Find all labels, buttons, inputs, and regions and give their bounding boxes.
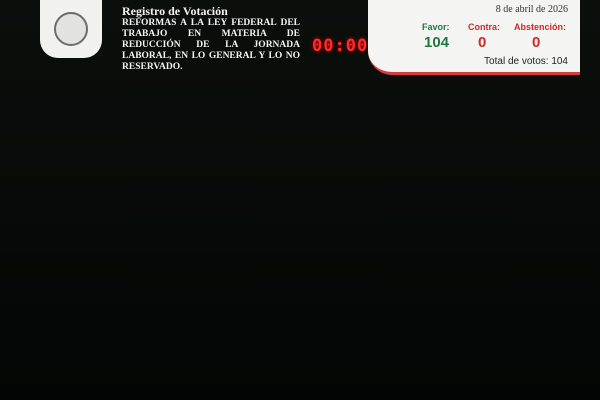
deputy-column-4	[445, 66, 589, 400]
abstencion-count: 0	[532, 34, 541, 51]
deputy-column-1	[14, 66, 158, 400]
contra-count: 0	[478, 34, 487, 51]
motion-text: REFORMAS A LA LEY FEDERAL DEL TRABAJO EN MATERIA DE REDUCCIÓN DE LA JORNADA LABORAL, EN LO GENERAL Y LO NO RESERVADO.	[122, 18, 300, 72]
vote-date: 8 de abril de 2026	[495, 4, 568, 15]
deputy-column-3	[301, 66, 445, 400]
total-label: Total de votos:	[484, 56, 549, 67]
vote-timer: 00:00	[312, 36, 369, 56]
tally-panel	[368, 0, 580, 75]
coat-of-arms-icon	[54, 12, 88, 46]
register-title: Registro de Votación	[122, 4, 228, 18]
total-count: 104	[551, 56, 568, 67]
favor-count: 104	[424, 34, 450, 51]
deputy-column-2	[158, 66, 302, 400]
favor-label: Favor:	[422, 22, 450, 32]
deputy-columns	[14, 66, 588, 400]
abstencion-label: Abstención:	[514, 22, 567, 32]
contra-label: Contra:	[468, 22, 500, 32]
seal-panel	[40, 0, 102, 58]
